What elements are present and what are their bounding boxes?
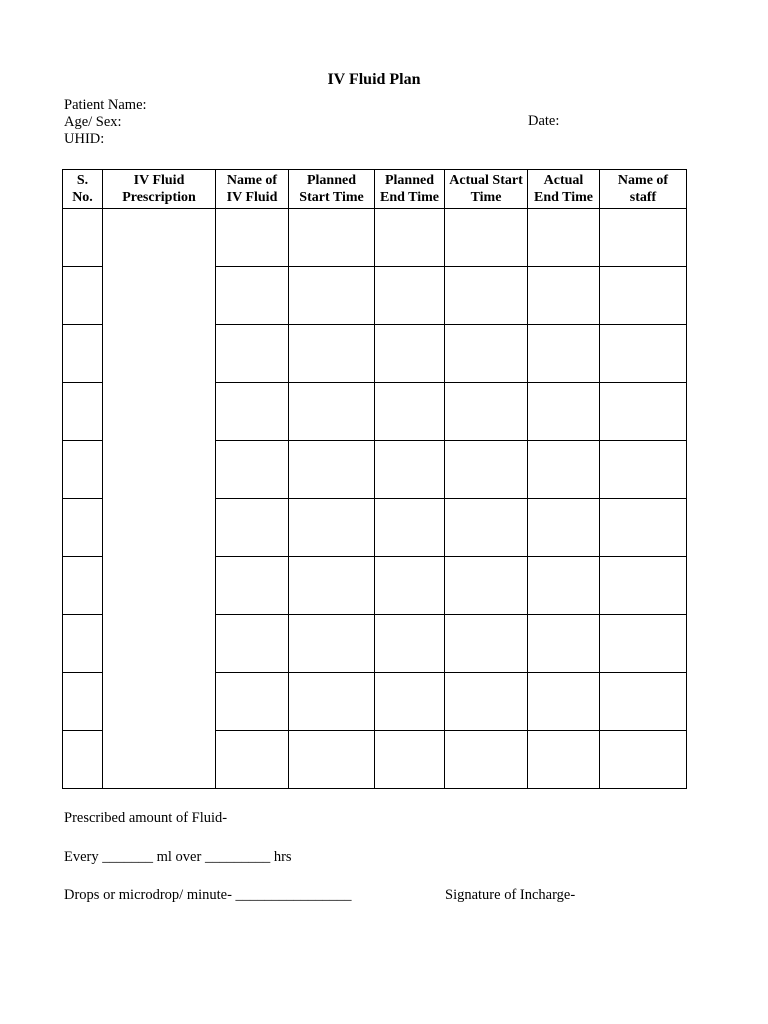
cell-name-of-staff[interactable]: [600, 499, 687, 557]
cell-planned-end-time[interactable]: [375, 209, 445, 267]
prescribed-amount-label: Prescribed amount of Fluid-: [64, 810, 228, 826]
header-name-of-iv-fluid: Name of IV Fluid: [216, 170, 289, 209]
cell-actual-start-time[interactable]: [445, 383, 528, 441]
cell-actual-end-time[interactable]: [528, 325, 600, 383]
cell-name-of-staff[interactable]: [600, 441, 687, 499]
cell-planned-start-time[interactable]: [289, 441, 375, 499]
cell-planned-end-time[interactable]: [375, 499, 445, 557]
cell-name-of-iv-fluid[interactable]: [216, 267, 289, 325]
drops-per-minute-line: Drops or microdrop/ minute- ________________: [64, 887, 352, 903]
cell-planned-start-time[interactable]: [289, 615, 375, 673]
cell-planned-start-time[interactable]: [289, 383, 375, 441]
cell-actual-end-time[interactable]: [528, 615, 600, 673]
cell-actual-end-time[interactable]: [528, 209, 600, 267]
cell-s-no[interactable]: [63, 499, 103, 557]
header-planned-start-time: Planned Start Time: [289, 170, 375, 209]
cell-name-of-iv-fluid[interactable]: [216, 209, 289, 267]
cell-planned-end-time[interactable]: [375, 615, 445, 673]
rate-line: Every _______ ml over _________ hrs: [64, 849, 292, 865]
cell-planned-end-time[interactable]: [375, 267, 445, 325]
cell-s-no[interactable]: [63, 325, 103, 383]
cell-actual-start-time[interactable]: [445, 673, 528, 731]
cell-name-of-staff[interactable]: [600, 325, 687, 383]
cell-name-of-iv-fluid[interactable]: [216, 615, 289, 673]
cell-actual-start-time[interactable]: [445, 441, 528, 499]
uhid-label: UHID:: [64, 131, 105, 147]
cell-actual-start-time[interactable]: [445, 325, 528, 383]
cell-planned-start-time[interactable]: [289, 557, 375, 615]
cell-actual-end-time[interactable]: [528, 557, 600, 615]
cell-name-of-staff[interactable]: [600, 673, 687, 731]
cell-actual-start-time[interactable]: [445, 615, 528, 673]
cell-actual-end-time[interactable]: [528, 267, 600, 325]
cell-name-of-iv-fluid[interactable]: [216, 557, 289, 615]
header-iv-fluid-prescription: IV Fluid Prescription: [103, 170, 216, 209]
cell-name-of-iv-fluid[interactable]: [216, 325, 289, 383]
patient-info-block: [64, 97, 147, 148]
cell-actual-start-time[interactable]: [445, 499, 528, 557]
cell-planned-end-time[interactable]: [375, 731, 445, 789]
cell-planned-end-time[interactable]: [375, 383, 445, 441]
cell-planned-end-time[interactable]: [375, 325, 445, 383]
cell-name-of-staff[interactable]: [600, 615, 687, 673]
cell-actual-end-time[interactable]: [528, 441, 600, 499]
cell-name-of-iv-fluid[interactable]: [216, 731, 289, 789]
cell-name-of-iv-fluid[interactable]: [216, 383, 289, 441]
cell-name-of-staff[interactable]: [600, 209, 687, 267]
cell-planned-start-time[interactable]: [289, 499, 375, 557]
cell-s-no[interactable]: [63, 383, 103, 441]
table-row: [63, 209, 687, 267]
cell-prescription[interactable]: [103, 209, 216, 789]
cell-actual-start-time[interactable]: [445, 267, 528, 325]
table-header-row: [63, 170, 687, 209]
header-actual-start-time: Actual Start Time: [445, 170, 528, 209]
cell-name-of-iv-fluid[interactable]: [216, 499, 289, 557]
header-s-no: S. No.: [63, 170, 103, 209]
cell-planned-start-time[interactable]: [289, 731, 375, 789]
cell-planned-end-time[interactable]: [375, 557, 445, 615]
header-planned-end-time: Planned End Time: [375, 170, 445, 209]
page-title: IV Fluid Plan: [327, 71, 421, 88]
cell-actual-start-time[interactable]: [445, 557, 528, 615]
cell-actual-start-time[interactable]: [445, 209, 528, 267]
cell-s-no[interactable]: [63, 441, 103, 499]
cell-planned-start-time[interactable]: [289, 209, 375, 267]
cell-actual-start-time[interactable]: [445, 731, 528, 789]
cell-actual-end-time[interactable]: [528, 731, 600, 789]
cell-planned-start-time[interactable]: [289, 267, 375, 325]
cell-name-of-staff[interactable]: [600, 731, 687, 789]
cell-name-of-staff[interactable]: [600, 557, 687, 615]
cell-name-of-staff[interactable]: [600, 267, 687, 325]
patient-name-label: Patient Name:: [64, 97, 147, 113]
cell-s-no[interactable]: [63, 615, 103, 673]
cell-planned-start-time[interactable]: [289, 325, 375, 383]
cell-name-of-staff[interactable]: [600, 383, 687, 441]
signature-label: Signature of Incharge-: [445, 887, 576, 903]
cell-s-no[interactable]: [63, 731, 103, 789]
cell-name-of-iv-fluid[interactable]: [216, 673, 289, 731]
cell-name-of-iv-fluid[interactable]: [216, 441, 289, 499]
cell-s-no[interactable]: [63, 209, 103, 267]
age-sex-label: Age/ Sex:: [64, 114, 122, 130]
cell-s-no[interactable]: [63, 557, 103, 615]
cell-actual-end-time[interactable]: [528, 499, 600, 557]
cell-s-no[interactable]: [63, 673, 103, 731]
iv-fluid-plan-table: [62, 169, 687, 789]
date-label: Date:: [528, 113, 560, 129]
cell-actual-end-time[interactable]: [528, 673, 600, 731]
header-actual-end-time: Actual End Time: [528, 170, 600, 209]
cell-planned-end-time[interactable]: [375, 441, 445, 499]
cell-planned-start-time[interactable]: [289, 673, 375, 731]
cell-s-no[interactable]: [63, 267, 103, 325]
cell-actual-end-time[interactable]: [528, 383, 600, 441]
cell-planned-end-time[interactable]: [375, 673, 445, 731]
header-name-of-staff: Name of staff: [600, 170, 687, 209]
